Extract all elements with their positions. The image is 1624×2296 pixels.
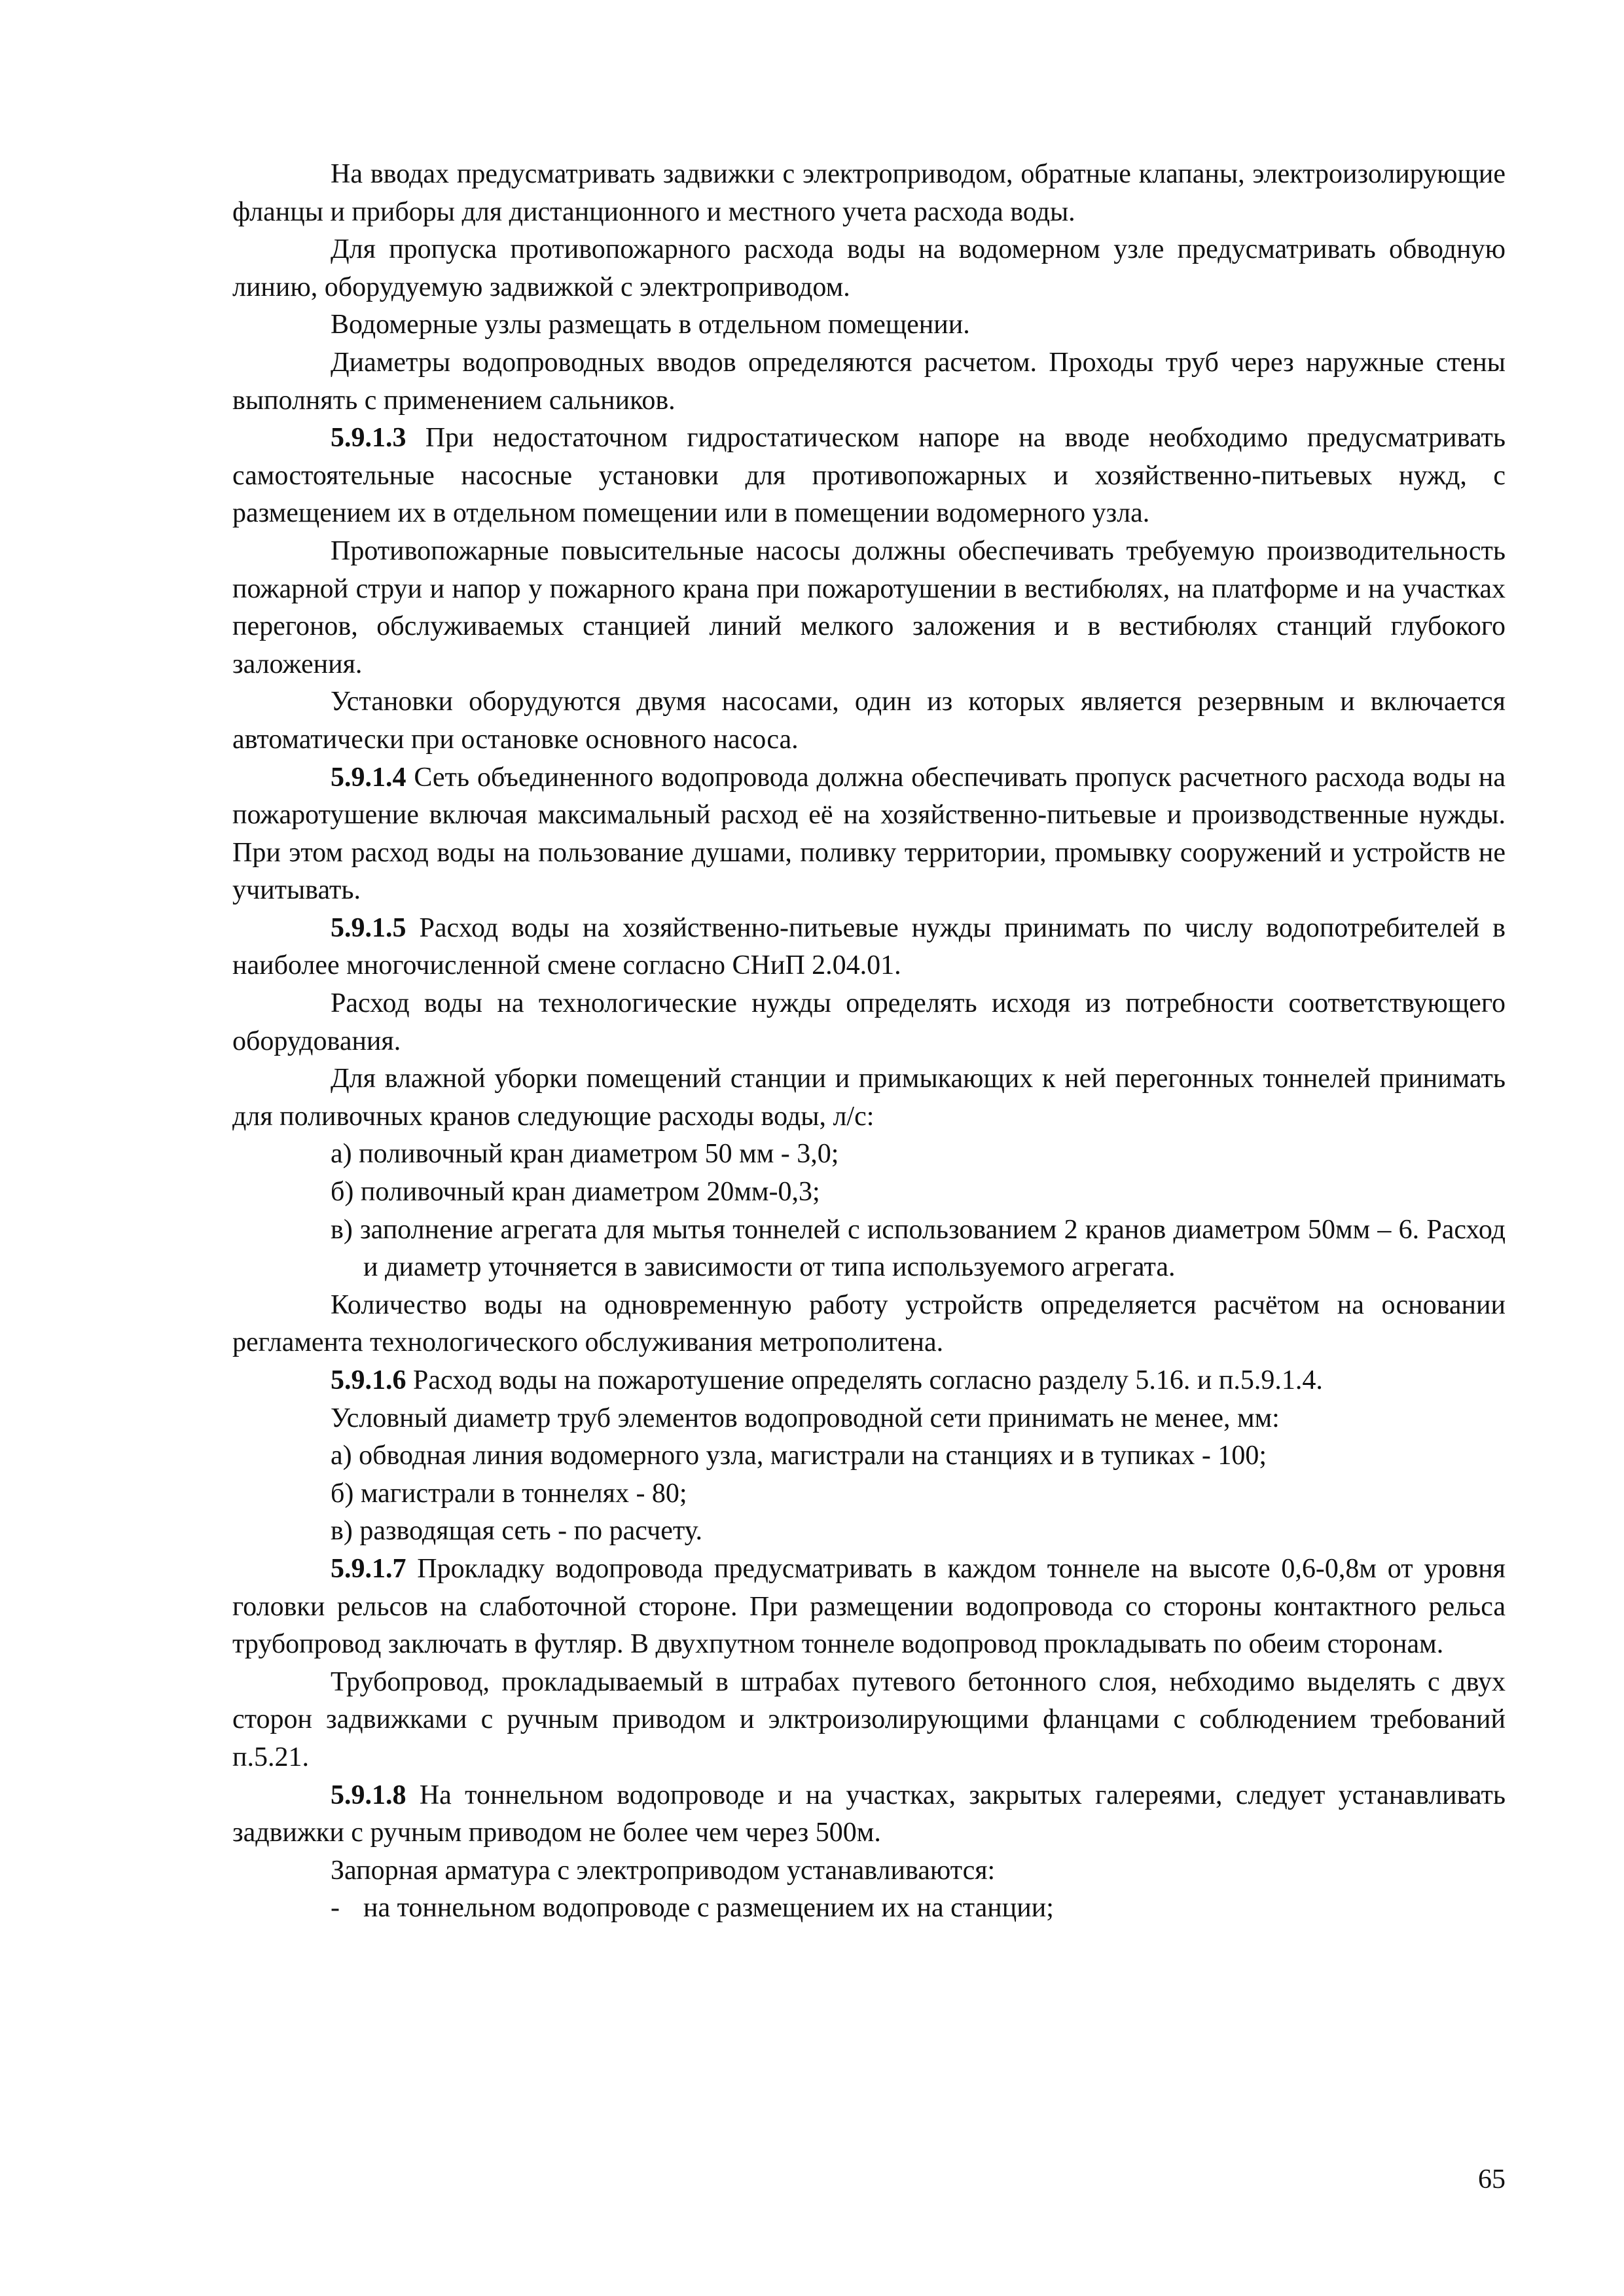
paragraph-inlet-valves: На вводах предусматривать задвижки с электроприводом, обратные клапаны, электроизолирующие фланцы и приборы для дистанционного и местного учета расхода воды.	[232, 159, 1506, 227]
dash-marker: -	[331, 1893, 340, 1924]
paragraph-inlet-diameters: Диаметры водопроводных вводов определяются расчетом. Проходы труб через наружные стены выполнять с применением сальников.	[232, 347, 1506, 416]
paragraph-meter-room: Водомерные узлы размещать в отдельном помещении.	[331, 310, 970, 340]
paragraph-simultaneous-use: Количество воды на одновременную работу устройств определяется расчётом на основании регламента технологического обслуживания метрополитена.	[232, 1289, 1506, 1358]
paragraph-bypass-line: Для пропуска противопожарного расхода воды на водомерном узле предусматривать обводную линию, оборудуемую задвижкой с электроприводом.	[232, 234, 1506, 302]
list-item-c-cleaning: в) заполнение агрегата для мытья тоннелей с использованием 2 кранов диаметром 50мм – 6. Расход и диаметр уточняется в зависимости от типа используемого агрегата.	[331, 1214, 1506, 1283]
list-item-a-diameters: а) обводная линия водомерного узла, магистрали на станциях и в тупиках - 100;	[331, 1441, 1267, 1471]
clause-number: 5.9.1.4	[331, 762, 406, 793]
paragraph-pipeline-grooves: Трубопровод, прокладываемый в штрабах путевого бетонного слоя, небходимо выделять с двух сторон задвижками с ручным приводом и элктроизолирующими фланцами с соблюдением требований п.5.21.	[232, 1666, 1506, 1772]
paragraph-technological-needs: Расход воды на технологические нужды определять исходя из потребности соответствующего оборудования.	[232, 988, 1506, 1056]
clause-5-9-1-5: 5.9.1.5 Расход воды на хозяйственно-питьевые нужды принимать по числу водопотребителей в наиболее многочисленной смене согласно СНиП 2.04.01.	[232, 912, 1506, 981]
clause-5-9-1-8: 5.9.1.8 На тоннельном водопроводе и на участках, закрытых галереями, следует устанавливать задвижки с ручным приводом не более чем через 500м.	[232, 1780, 1506, 1848]
page-number: 65	[1478, 2164, 1506, 2195]
page-body	[232, 156, 1506, 1928]
paragraph-wet-cleaning: Для влажной уборки помещений станции и примыкающих к ней перегонных тоннелей принимать для поливочных кранов следующие расходы воды, л/с:	[232, 1064, 1506, 1132]
list-item-b-cleaning: б) поливочный кран диаметром 20мм-0,3;	[331, 1177, 820, 1208]
clause-number: 5.9.1.5	[331, 912, 406, 943]
clause-5-9-1-3: 5.9.1.3 При недостаточном гидростатическом напоре на вводе необходимо предусматривать самостоятельные насосные установки для противопожарных и хозяйственно-питьевых нужд, с размещением их в отдельном помещении или в помещении водомерного узла.	[232, 423, 1506, 529]
clause-5-9-1-7: 5.9.1.7 Прокладку водопровода предусматривать в каждом тоннеле на высоте 0,6-0,8м от уровня головки рельсов на слаботочной стороне. При размещении водопровода со стороны контактного рельса трубопровод заключать в футляр. В двухпутном тоннеле водопровод прокладывать по обеим сторонам.	[232, 1553, 1506, 1660]
list-item-a-cleaning: а) поливочный кран диаметром 50 мм - 3,0;	[331, 1139, 839, 1170]
clause-5-9-1-4: 5.9.1.4 Сеть объединенного водопровода должна обеспечивать пропуск расчетного расхода воды на пожаротушение включая максимальный расход её на хозяйственно-питьевые и производственные нужды. При этом расход воды на пользование душами, поливку территории, промывку сооружений и устройств не учитывать.	[232, 762, 1506, 906]
clause-number: 5.9.1.3	[331, 423, 406, 454]
clause-number: 5.9.1.8	[331, 1780, 406, 1810]
list-item-c-diameters: в) разводящая сеть - по расчету.	[331, 1516, 702, 1547]
list-item-dash-tunnel: - на тоннельном водопроводе с размещением их на станции;	[232, 1890, 1506, 1928]
clause-5-9-1-6: 5.9.1.6 Расход воды на пожаротушение определять согласно разделу 5.16. и п.5.9.1.4.	[331, 1365, 1323, 1395]
list-item-b-diameters: б) магистрали в тоннелях - 80;	[331, 1478, 687, 1509]
paragraph-shutoff-valves: Запорная арматура с электроприводом устанавливаются:	[331, 1855, 996, 1886]
clause-number: 5.9.1.6	[331, 1365, 406, 1395]
clause-number: 5.9.1.7	[331, 1553, 406, 1584]
paragraph-booster-pumps: Противопожарные повысительные насосы должны обеспечивать требуемую производительность пожарной струи и напор у пожарного крана при пожаротушении в вестибюлях, на платформе и на участках перегонов, обслуживаемых станцией линий мелкого заложения и в вестибюлях станций глубокого заложения.	[232, 535, 1506, 679]
paragraph-pipe-diameters: Условный диаметр труб элементов водопроводной сети принимать не менее, мм:	[331, 1403, 1280, 1433]
paragraph-pump-units: Установки оборудуются двумя насосами, один из которых является резервным и включается автоматически при остановке основного насоса.	[232, 687, 1506, 755]
